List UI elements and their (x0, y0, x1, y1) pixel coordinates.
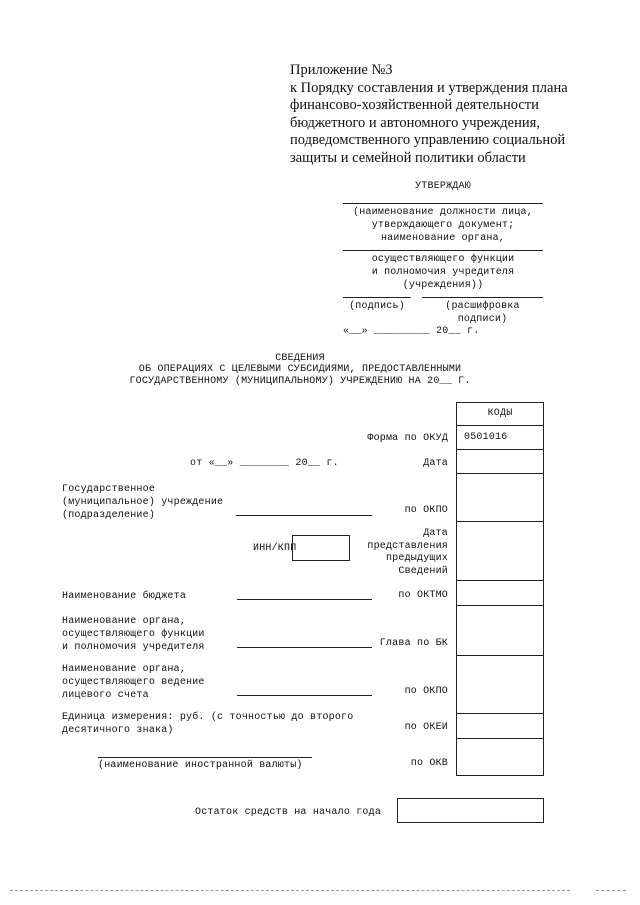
balance-input[interactable] (397, 798, 544, 823)
okud-label: Форма по ОКУД (367, 433, 448, 444)
inn-kpp-input[interactable] (292, 535, 350, 561)
appendix-line: финансово-хозяйственной деятельности (290, 97, 539, 114)
okv-label: по ОКВ (410, 758, 448, 769)
caption-line: подписи) (457, 314, 508, 325)
scan-edge (596, 890, 626, 891)
caption-line: (учреждения)) (402, 280, 484, 291)
caption-line: (расшифровка (445, 301, 520, 312)
inn-kpp-label: ИНН/КПП (253, 543, 297, 554)
currency-caption: (наименование иностранной валюты) (98, 760, 303, 771)
appendix-line: защиты и семейной политики области (290, 149, 526, 166)
authority-line (343, 250, 543, 251)
label-line: (муниципальное) учреждение (62, 497, 224, 508)
institution-label (62, 483, 223, 522)
scan-edge (10, 890, 570, 891)
budget-input-line[interactable] (237, 599, 372, 600)
codes-table (456, 402, 544, 776)
prev-date-label (367, 528, 448, 578)
decode-line (422, 297, 543, 298)
label-line: осуществляющего ведение (62, 677, 205, 688)
caption-line: наименование органа, (380, 233, 506, 244)
label-line: представления (367, 540, 448, 552)
label-line: Наименование органа, (62, 616, 187, 627)
position-caption (343, 206, 543, 245)
appendix-line: подведомственного управлению социальной (290, 132, 566, 149)
label-line: (подразделение) (62, 510, 156, 521)
label-line: предыдущих (385, 553, 448, 564)
approval-date: «__» _________ 20__ г. (343, 326, 480, 337)
okpo2-label: по ОКПО (404, 686, 448, 697)
account-authority-label (62, 663, 205, 702)
authority-label (62, 615, 205, 654)
okei-label: по ОКЕИ (404, 722, 448, 733)
label-line: лицевого счета (62, 690, 149, 701)
unit-label (62, 711, 353, 737)
label-line: Государственное (62, 484, 156, 495)
signature-line (343, 297, 411, 298)
caption-line: (наименование должности лица, (353, 207, 533, 218)
budget-label: Наименование бюджета (62, 591, 187, 602)
decode-caption (422, 300, 543, 326)
institution-input-line[interactable] (236, 515, 372, 516)
label-line: Дата (423, 528, 448, 539)
appendix-line: бюджетного и автономного учреждения, (290, 114, 540, 131)
codes-header: КОДЫ (487, 408, 513, 419)
caption-line: утверждающего документ; (371, 220, 515, 231)
currency-input-line[interactable] (98, 757, 312, 758)
authority-input-line[interactable] (237, 647, 372, 648)
okpo-label: по ОКПО (404, 505, 448, 516)
caption-line: и полномочия учредителя (371, 267, 515, 278)
okud-value[interactable]: 0501016 (464, 432, 508, 443)
account-authority-input-line[interactable] (237, 695, 372, 696)
label-line: и полномочия учредителя (62, 642, 205, 653)
oktmo-label: по ОКТМО (398, 590, 448, 601)
label-line: Единица измерения: руб. (с точностью до второго (62, 712, 354, 723)
label-line: Сведений (398, 565, 448, 577)
approval-title: УТВЕРЖДАЮ (415, 181, 471, 192)
appendix-header (290, 62, 620, 168)
bk-label: Глава по БК (379, 638, 448, 649)
balance-label: Остаток средств на начало года (195, 807, 382, 818)
label-line: осуществляющего функции (62, 629, 205, 640)
appendix-title: Приложение №3 (290, 62, 393, 78)
doc-title: СВЕДЕНИЯ (275, 353, 325, 364)
appendix-line: к Порядку составления и утверждения плана (290, 79, 568, 96)
label-line: десятичного знака) (62, 725, 174, 736)
position-line (343, 203, 543, 204)
label-line: Наименование органа, (62, 664, 187, 675)
caption-line: осуществляющего функции (371, 254, 515, 265)
date-from: от «__» ________ 20__ г. (190, 458, 339, 469)
doc-subtitle: ОБ ОПЕРАЦИЯХ С ЦЕЛЕВЫМИ СУБСИДИЯМИ, ПРЕДОСТАВЛЕННЫМИ (138, 364, 462, 375)
doc-subtitle: ГОСУДАРСТВЕННОМУ (МУНИЦИПАЛЬНОМУ) УЧРЕЖДЕНИЮ НА 20__ Г. (129, 376, 471, 387)
signature-caption: (подпись) (349, 301, 405, 312)
authority-caption (343, 253, 543, 292)
date-label: Дата (423, 458, 448, 469)
